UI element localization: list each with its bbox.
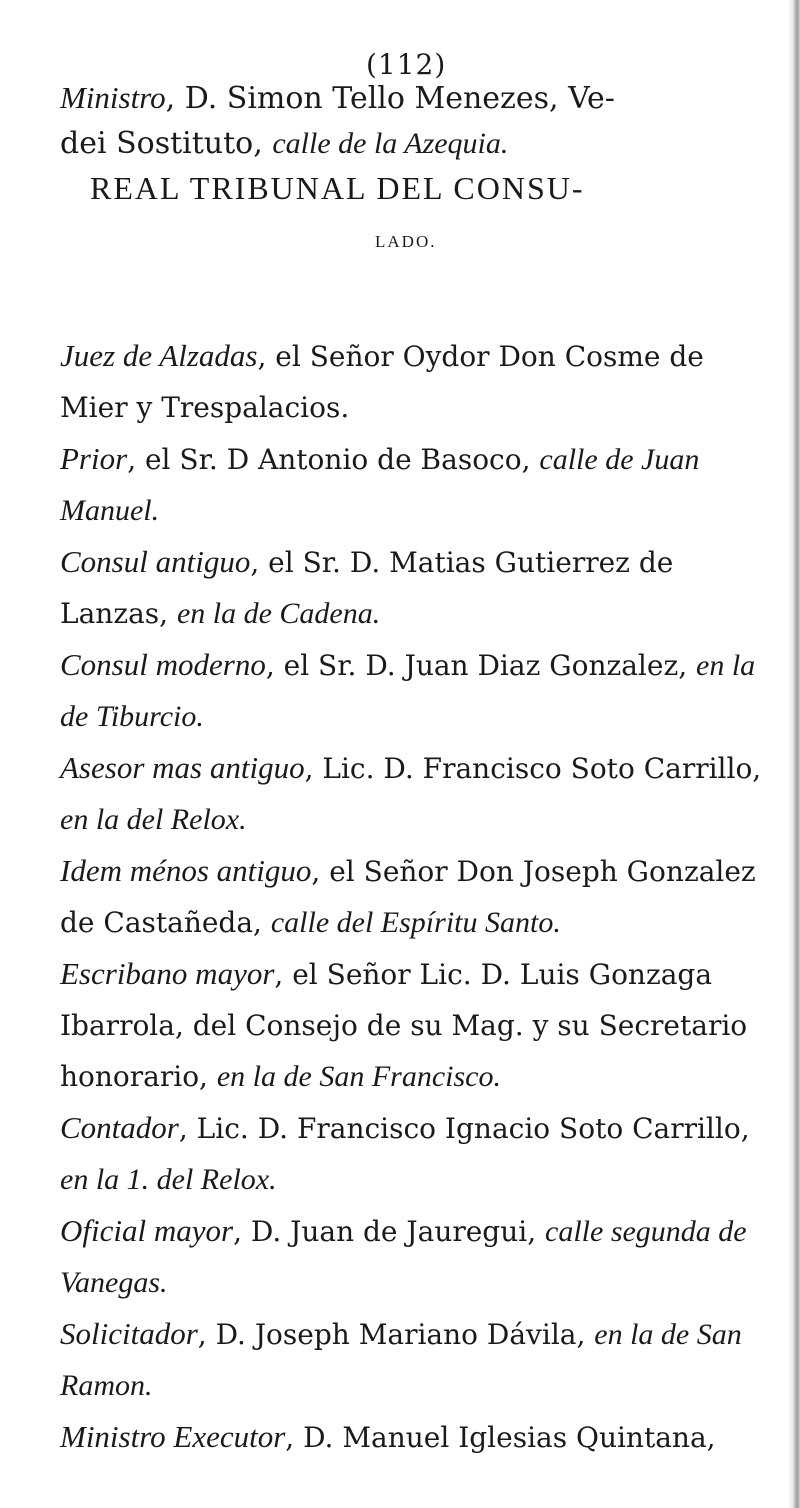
entry-juez bbox=[60, 330, 770, 433]
entry-address: en la de Cadena. bbox=[176, 597, 381, 630]
page-edge-shadow bbox=[788, 0, 800, 1508]
entry-text: , el Señor Don Joseph Gonzalez de Castañeda, bbox=[60, 855, 756, 939]
entry-consul-moderno bbox=[60, 639, 770, 742]
header-text-1: , D. Simon Tello Menezes, Ve- bbox=[165, 81, 615, 116]
entry-text: , D. Juan de Jauregui, bbox=[233, 1215, 546, 1248]
entry-address: calle segunda de Vanegas. bbox=[60, 1215, 747, 1299]
entry-text: , Lic. D. Francisco Ignacio Soto Carrillo, bbox=[178, 1112, 750, 1145]
entry-text: , el Sr. D. Matias Gutierrez de Lanzas, bbox=[60, 546, 674, 630]
entry-label: Contador bbox=[60, 1110, 179, 1145]
entry-label: Ministro Executor bbox=[60, 1419, 286, 1454]
entry-label: Idem ménos antiguo bbox=[60, 853, 312, 888]
header-line-2 bbox=[60, 126, 760, 161]
entry-label: Escribano mayor bbox=[60, 956, 275, 991]
entry-idem bbox=[60, 845, 770, 948]
entry-solicitador bbox=[60, 1308, 770, 1411]
entry-label: Juez de Alzadas bbox=[60, 338, 258, 373]
page-number: (112) bbox=[366, 48, 447, 81]
entry-text: , D. Joseph Mariano Dávila, bbox=[197, 1318, 595, 1351]
entry-address: calle de Juan Manuel. bbox=[60, 443, 700, 527]
entries-list bbox=[60, 330, 770, 1463]
entry-asesor bbox=[60, 742, 770, 845]
entry-text: , el Sr. D. Juan Diaz Gonzalez, bbox=[265, 649, 697, 682]
header-text-2: dei Sostituto, bbox=[60, 126, 273, 161]
entry-text: , Lic. D. Francisco Soto Carrillo, bbox=[304, 752, 762, 785]
header-address: calle de la Azequia. bbox=[272, 127, 509, 160]
entry-contador bbox=[60, 1102, 770, 1205]
entry-label: Prior bbox=[60, 441, 128, 476]
entry-label: Oficial mayor bbox=[60, 1213, 234, 1248]
entry-address: en la de San Francisco. bbox=[216, 1060, 501, 1093]
entry-label: Consul moderno bbox=[60, 647, 266, 682]
entry-text: , el Sr. D Antonio de Basoco, bbox=[127, 443, 540, 476]
section-title: REAL TRIBUNAL DEL CONSU- bbox=[90, 170, 585, 206]
entry-text: , D. Manuel Iglesias Quintana, bbox=[285, 1421, 716, 1454]
entry-label: Consul antiguo bbox=[60, 544, 251, 579]
entry-address: en la del Relox. bbox=[60, 803, 247, 836]
entry-ministro-executor bbox=[60, 1411, 770, 1463]
header-line-1 bbox=[60, 80, 760, 116]
entry-text: , el Señor Oydor Don Cosme de Mier y Trespalacios. bbox=[60, 340, 704, 424]
entry-prior bbox=[60, 433, 770, 536]
entry-address: en la de San Ramon. bbox=[60, 1318, 742, 1402]
entry-label: Asesor mas antiguo bbox=[60, 750, 305, 785]
entry-address: en la de Tiburcio. bbox=[60, 649, 756, 733]
entry-address: calle del Espíritu Santo. bbox=[270, 906, 561, 939]
entry-escribano bbox=[60, 948, 770, 1102]
entry-text: , el Señor Lic. D. Luis Gonzaga Ibarrola, del Consejo de su Mag. y su Secretario honorario, bbox=[60, 958, 748, 1093]
entry-consul-antiguo bbox=[60, 536, 770, 639]
entry-address: en la 1. del Relox. bbox=[60, 1163, 277, 1196]
header-label: Ministro bbox=[60, 80, 166, 115]
section-subtitle: LADO. bbox=[375, 232, 437, 251]
entry-label: Solicitador bbox=[60, 1316, 198, 1351]
entry-oficial bbox=[60, 1205, 770, 1308]
